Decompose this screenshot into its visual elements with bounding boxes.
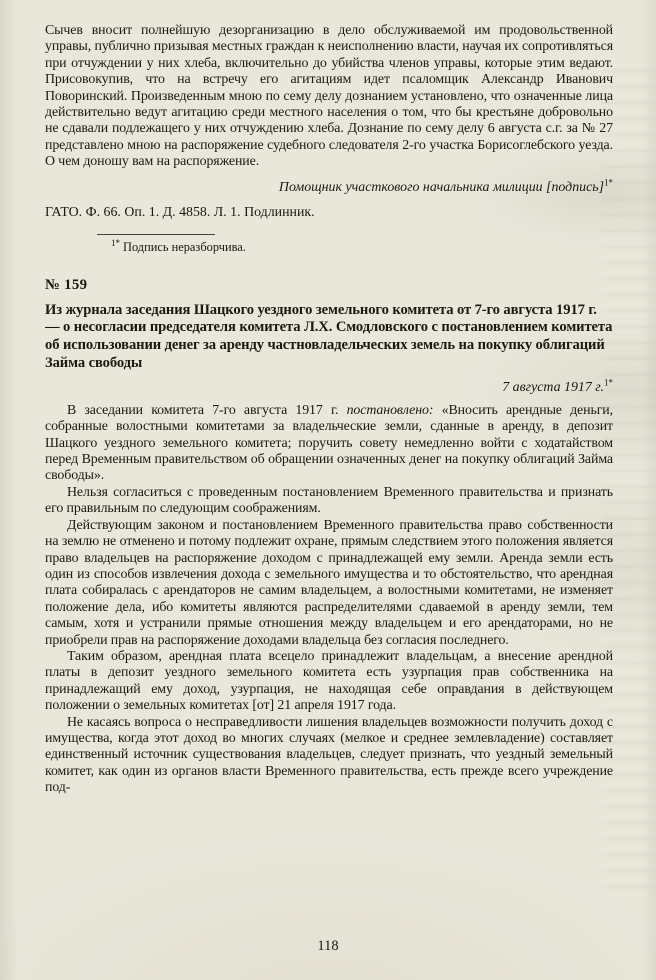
doc158-continuation-paragraph: Сычев вносит полнейшую дезорганизацию в дело обслуживаемой им продовольственной управы, публично призывая местных граждан к неисполнению власти, научая их сопротивляться при отчуждении у них хлеба, включительно до убийства членов управы, которые этим ведают. Присовокупив, что на встречу его агитациям идет псаломщик Александр Иванович Поворинский. Произведенным мною по сему делу дознанием установлено, что означенные лица действительно ведут агитацию среди местного населения о том, что бы крестьяне добровольно не сдавали подлежащего у них отчуждению хлеба. Дознание по сему делу 6 августа с.г. за № 27 представлено мною на распоряжение судебного следователя 2-го участка Борисоглебского уезда. О чем доношу вам на распоряжение. bbox=[45, 23, 613, 170]
doc159-paragraph-1 bbox=[45, 403, 613, 485]
doc159-number: № 159 bbox=[45, 276, 88, 293]
doc159-dateline bbox=[45, 377, 613, 396]
footnote-marker: 1* bbox=[111, 237, 120, 248]
footnote-ref-mark: 1* bbox=[604, 377, 613, 388]
paragraph-text: «Вносить арендные деньги, собранные волостными комитетами за владельческие земли, сданные в аренду, в депозит Шацкого уездного земельного комитета; поручить совету немедленно войти с ходатайством перед Временным правительством об обращении означенных денег на покупку облигаций Займа свободы». bbox=[45, 402, 613, 484]
doc159-paragraph-4: Таким образом, арендная плата всецело принадлежит владельцам, а внесение арендной платы в депозит уездного земельного комитета есть узурпация прав собственника на принадлежащий ему доход, узурпация, не находящая себе оправдания в действующем положении о земельных комитетах [от] 21 апреля 1917 года. bbox=[45, 648, 613, 714]
doc159-paragraph-3: Действующим законом и постановлением Временного правительства право собственности на землю не отменено и потому подлежит охране, прямым следствием этого положения является право владельцев на распоряжение доходом с принадлежащей ему земли. Аренда земли есть один из способов извлечения дохода с земельного имущества и то обстоятельство, что арендная плата собиралась с арендаторов не самим владельцем, а волостными комитетами, не изменяет положение дела, ибо комитеты являются распределителями сдаваемой в аренду земли, тем самым, хотя и устранили прямые отношения между владельцем и его арендаторами, но не приобрели прав на распоряжение доходами владельца без согласия последнего. bbox=[45, 517, 613, 648]
doc158-archive-reference: ГАТО. Ф. 66. Оп. 1. Д. 4858. Л. 1. Подлинник. bbox=[45, 204, 315, 220]
page-content bbox=[45, 23, 613, 935]
doc159-title: Из журнала заседания Шацкого уездного земельного комитета от 7-го августа 1917 г. — о несогласии председателя комитета Л.Х. Смодловского с постановлением комитета об использовании денег за аренду частновладельческих земель на покупку облигаций Займа свободы bbox=[45, 301, 613, 372]
footnote-rule bbox=[97, 234, 215, 235]
signature-text: Помощник участкового начальника милиции [подпись] bbox=[278, 179, 604, 195]
footnote-text: Подпись неразборчива. bbox=[123, 239, 246, 254]
doc158-signature-line bbox=[45, 177, 613, 196]
footnote-ref-mark: 1* bbox=[604, 177, 613, 188]
page-number: 118 bbox=[317, 938, 339, 954]
doc159-paragraph-2: Нельзя согласиться с проведенным постановлением Временного правительства и признать его правильным по следующим соображениям. bbox=[45, 484, 613, 517]
doc158-footnote bbox=[111, 237, 613, 255]
paragraph-text: В заседании комитета 7-го августа 1917 г. bbox=[67, 402, 347, 418]
doc-date: 7 августа 1917 г. bbox=[502, 379, 604, 395]
doc159-paragraph-5: Не касаясь вопроса о несправедливости лишения владельцев возможности получить доход с имущества, когда этот доход во многих случаях (мелкое и среднее землевладение) составляет единственный источник существования владельцев, следует признать, что уездный земельный комитет, как один из органов власти Временного правительства, есть прежде всего учреждение под- bbox=[45, 714, 613, 796]
paragraph-italic-word: постановлено: bbox=[346, 402, 434, 418]
